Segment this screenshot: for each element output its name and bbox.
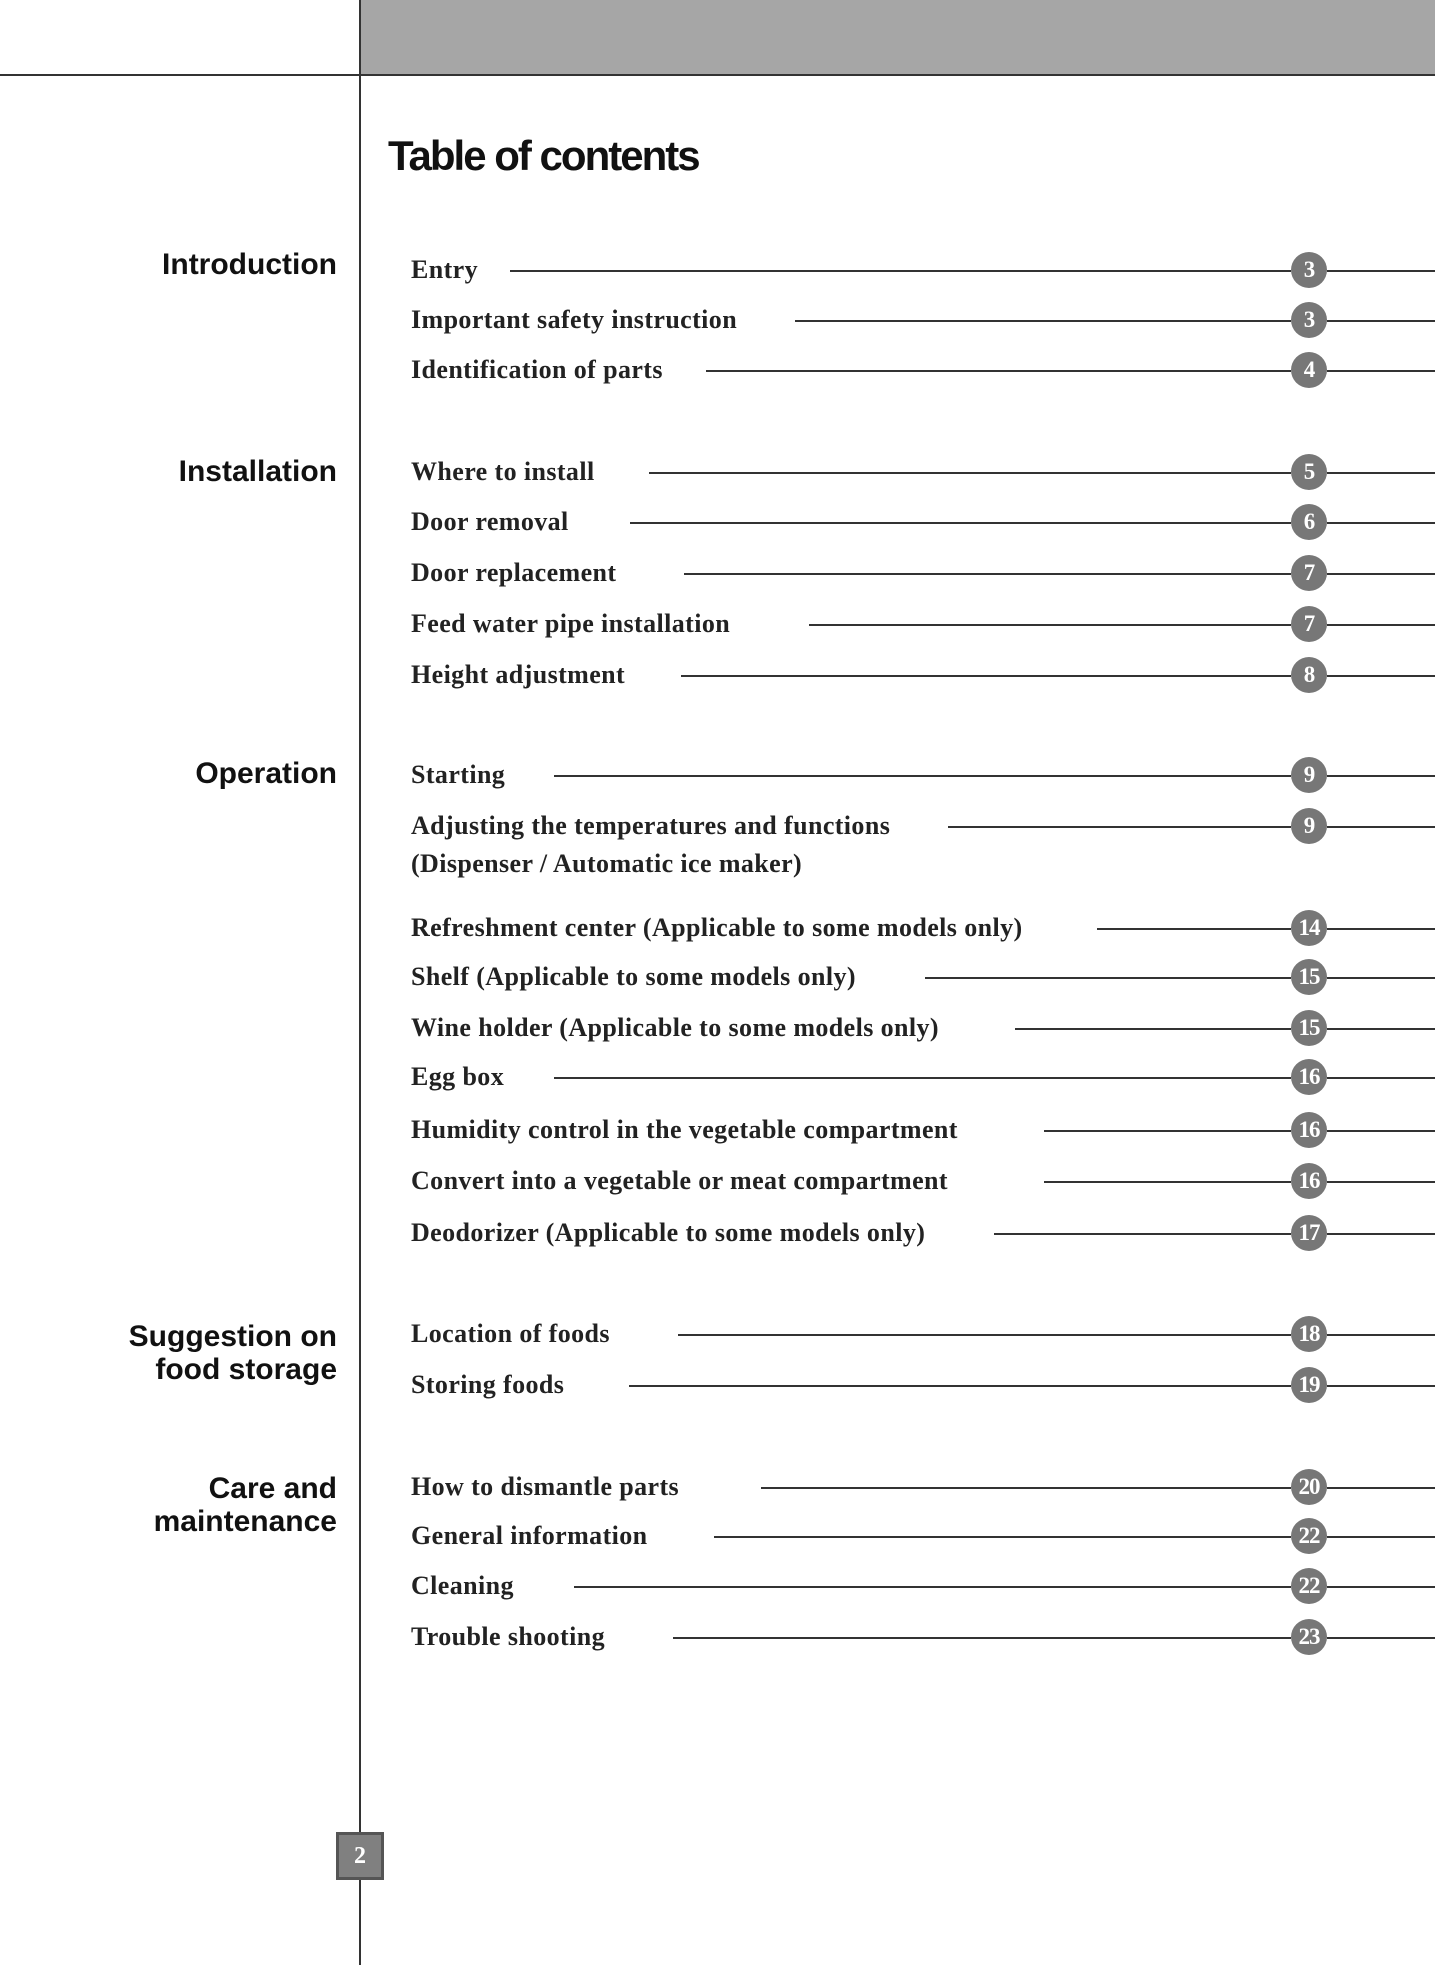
toc-entry[interactable] xyxy=(411,555,1435,591)
toc-entry-label: Trouble shooting xyxy=(411,1622,605,1651)
page-number-badge: 22 xyxy=(1291,1568,1327,1604)
leader-line xyxy=(994,1233,1291,1235)
section-label-operation: Operation xyxy=(195,757,337,790)
toc-entry-label: Feed water pipe installation xyxy=(411,609,731,638)
toc-entry-label: Location of foods xyxy=(411,1319,610,1348)
header-rule xyxy=(0,74,1435,76)
toc-entry[interactable] xyxy=(411,1469,1435,1505)
leader-line xyxy=(1044,1181,1291,1183)
tail-line xyxy=(1327,826,1435,828)
page-number-badge: 19 xyxy=(1291,1367,1327,1403)
toc-entry[interactable] xyxy=(411,302,1435,338)
tail-line xyxy=(1327,775,1435,777)
section-label-installation: Installation xyxy=(178,455,337,488)
toc-entry-label: Starting xyxy=(411,760,506,789)
page-number-badge: 9 xyxy=(1291,808,1327,844)
page-number-badge: 3 xyxy=(1291,302,1327,338)
leader-line xyxy=(574,1586,1291,1588)
toc-entry[interactable] xyxy=(411,252,1435,288)
toc-entry[interactable] xyxy=(411,657,1435,693)
toc-entry-label: Shelf (Applicable to some models only) xyxy=(411,962,856,991)
toc-entry-label: Adjusting the temperatures and functions xyxy=(411,811,891,840)
leader-line xyxy=(554,1077,1291,1079)
page-number-badge: 7 xyxy=(1291,606,1327,642)
toc-entry[interactable] xyxy=(411,959,1435,995)
toc-entry-label: General information xyxy=(411,1521,648,1550)
toc-entry-label: Deodorizer (Applicable to some models only) xyxy=(411,1218,926,1247)
toc-entry[interactable] xyxy=(411,352,1435,388)
leader-line xyxy=(673,1637,1291,1639)
page-number-badge: 20 xyxy=(1291,1469,1327,1505)
leader-line xyxy=(948,826,1291,828)
page-number-badge: 4 xyxy=(1291,352,1327,388)
toc-entry-label: Refreshment center (Applicable to some models only) xyxy=(411,913,1023,942)
toc-entry-label: Identification of parts xyxy=(411,355,663,384)
toc-entry[interactable] xyxy=(411,454,1435,490)
tail-line xyxy=(1327,522,1435,524)
toc-entry[interactable] xyxy=(411,504,1435,540)
page-number-badge: 15 xyxy=(1291,1010,1327,1046)
tail-line xyxy=(1327,573,1435,575)
page-number-badge: 7 xyxy=(1291,555,1327,591)
toc-entry[interactable] xyxy=(411,1518,1435,1554)
tail-line xyxy=(1327,977,1435,979)
toc-entry[interactable] xyxy=(411,1163,1435,1199)
toc-entry[interactable] xyxy=(411,1215,1435,1251)
toc-entry[interactable] xyxy=(411,1010,1435,1046)
leader-line xyxy=(795,320,1291,322)
toc-entry-label: Door replacement xyxy=(411,558,617,587)
tail-line xyxy=(1327,270,1435,272)
page-number-badge: 16 xyxy=(1291,1112,1327,1148)
toc-entry-label: Storing foods xyxy=(411,1370,565,1399)
toc-entry-label: Where to install xyxy=(411,457,595,486)
tail-line xyxy=(1327,1586,1435,1588)
tail-line xyxy=(1327,320,1435,322)
tail-line xyxy=(1327,1077,1435,1079)
page-number-badge: 16 xyxy=(1291,1059,1327,1095)
tail-line xyxy=(1327,370,1435,372)
tail-line xyxy=(1327,1181,1435,1183)
section-label-care-maintenance: Care and maintenance xyxy=(153,1472,337,1538)
page-number-badge: 15 xyxy=(1291,959,1327,995)
leader-line xyxy=(649,472,1291,474)
tail-line xyxy=(1327,1637,1435,1639)
page-number-badge: 16 xyxy=(1291,1163,1327,1199)
leader-line xyxy=(925,977,1291,979)
tail-line xyxy=(1327,1536,1435,1538)
page-number-badge: 23 xyxy=(1291,1619,1327,1655)
leader-line xyxy=(1015,1028,1291,1030)
toc-entry[interactable] xyxy=(411,757,1435,793)
toc-entry[interactable] xyxy=(411,1059,1435,1095)
toc-entry-label: Door removal xyxy=(411,507,569,536)
leader-line xyxy=(1044,1130,1291,1132)
page-number-badge: 17 xyxy=(1291,1215,1327,1251)
leader-line xyxy=(510,270,1291,272)
section-label-food-storage: Suggestion on food storage xyxy=(128,1320,337,1386)
section-label-introduction: Introduction xyxy=(162,248,337,281)
page-number-badge: 5 xyxy=(1291,454,1327,490)
page-number-badge: 22 xyxy=(1291,1518,1327,1554)
toc-entry-label: Wine holder (Applicable to some models only) xyxy=(411,1013,939,1042)
page-number-badge: 14 xyxy=(1291,910,1327,946)
tail-line xyxy=(1327,1487,1435,1489)
leader-line xyxy=(714,1536,1291,1538)
toc-entry-label: Entry xyxy=(411,255,478,284)
tail-line xyxy=(1327,624,1435,626)
toc-entry-label: Convert into a vegetable or meat compartment xyxy=(411,1166,948,1195)
leader-line xyxy=(706,370,1291,372)
page-number-badge: 9 xyxy=(1291,757,1327,793)
toc-entry-label: Egg box xyxy=(411,1062,505,1091)
page-number-badge: 6 xyxy=(1291,504,1327,540)
toc-entry[interactable] xyxy=(411,910,1435,946)
toc-entry-label: Cleaning xyxy=(411,1571,514,1600)
leader-line xyxy=(1097,928,1291,930)
toc-entry-label: How to dismantle parts xyxy=(411,1472,680,1501)
tail-line xyxy=(1327,1233,1435,1235)
tail-line xyxy=(1327,675,1435,677)
page-number-badge: 8 xyxy=(1291,657,1327,693)
tail-line xyxy=(1327,1334,1435,1336)
toc-entry-sublabel: (Dispenser / Automatic ice maker) xyxy=(411,849,803,878)
leader-line xyxy=(554,775,1291,777)
leader-line xyxy=(809,624,1291,626)
toc-entry[interactable] xyxy=(411,808,1435,878)
toc-entry-label: Humidity control in the vegetable compartment xyxy=(411,1115,958,1144)
leader-line xyxy=(630,522,1291,524)
tail-line xyxy=(1327,928,1435,930)
leader-line xyxy=(684,573,1291,575)
tail-line xyxy=(1327,1130,1435,1132)
leader-line xyxy=(678,1334,1291,1336)
page-number-badge: 18 xyxy=(1291,1316,1327,1352)
toc-entry[interactable] xyxy=(411,1316,1435,1352)
vertical-divider xyxy=(359,0,361,1965)
toc-entry[interactable] xyxy=(411,606,1435,642)
page-title: Table of contents xyxy=(388,132,699,179)
page-number-badge: 3 xyxy=(1291,252,1327,288)
toc-entry[interactable] xyxy=(411,1568,1435,1604)
leader-line xyxy=(761,1487,1291,1489)
tail-line xyxy=(1327,1385,1435,1387)
tail-line xyxy=(1327,1028,1435,1030)
toc-entry-label: Height adjustment xyxy=(411,660,626,689)
toc-entry[interactable] xyxy=(411,1367,1435,1403)
leader-line xyxy=(629,1385,1291,1387)
toc-entry[interactable] xyxy=(411,1112,1435,1148)
toc-entry[interactable] xyxy=(411,1619,1435,1655)
header-band xyxy=(360,0,1435,74)
page-number: 2 xyxy=(336,1832,384,1880)
tail-line xyxy=(1327,472,1435,474)
leader-line xyxy=(681,675,1291,677)
toc-entry-label: Important safety instruction xyxy=(411,305,738,334)
